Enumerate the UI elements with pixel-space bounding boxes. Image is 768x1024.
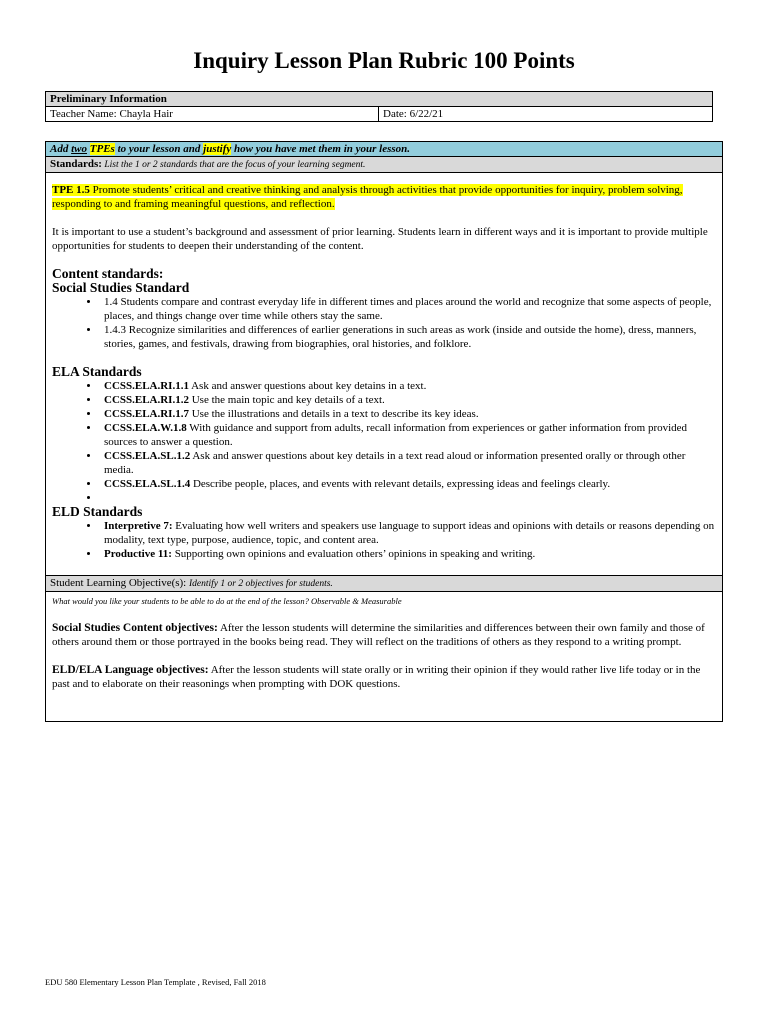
tpe-statement: TPE 1.5 Promote students’ critical and creative thinking and analysis through activities that provide opportunities for inquiry, problem solving, responding to and framing meaningful questions, and reflection. (52, 184, 683, 210)
preliminary-info-table (45, 91, 713, 122)
social-studies-heading: Social Studies Standard (52, 280, 190, 295)
ela-standard: • CCSS.ELA.SL.1.4 Describe people, places, and events with relevant details, expressing ideas and feelings clearly. (100, 477, 716, 491)
ela-standard: • CCSS.ELA.RI.1.2 Use the main topic and key details of a text. (100, 393, 716, 407)
tpe-justification: It is important to use a student’s background and assessment of prior learning. Students learn in different ways and it is important to provide multiple opportunities for students to deepen their understanding of the content. (52, 226, 708, 252)
preliminary-info-heading: Preliminary Information (46, 92, 713, 107)
eld-standard: • Interpretive 7: Evaluating how well writers and speakers use language to support ideas and opinions with details or reasons depending on modality, text type, purpose, audience, topic, and content area. (100, 519, 716, 547)
objectives-body (46, 592, 723, 722)
empty-bullet (100, 491, 716, 505)
page-title: Inquiry Lesson Plan Rubric 100 Points (193, 48, 575, 73)
content-objective: Social Studies Content objectives: After the lesson students will determine the similarities and differences between their own family and those of others around them or those portrayed in the books being read. They will reflect on the traditions of others as they respond to a writing prompt. (52, 622, 705, 648)
standards-body (46, 173, 723, 576)
tpe-instruction-banner: Add two TPEs to your lesson and justify how you have met them in your lesson. (46, 142, 723, 157)
social-studies-standard: • 1.4.3 Recognize similarities and differences of earlier generations in such areas as work (inside and outside the home), dress, manners, stories, games, and festivals, drawing from biographies, oral histories, and folklore. (100, 323, 716, 351)
lesson-date: Date: 6/22/21 (379, 107, 713, 122)
page-footer: EDU 580 Elementary Lesson Plan Template , Revised, Fall 2018 (45, 977, 266, 987)
social-studies-standard: • 1.4 Students compare and contrast everyday life in different times and places around the world and recognize that some aspects of people, places, and things change over time while others stay the same. (100, 295, 716, 323)
eld-standard: • Productive 11: Supporting own opinions and evaluation others’ opinions in speaking and writing. (100, 547, 716, 561)
ela-standard: • CCSS.ELA.W.1.8 With guidance and support from adults, recall information from experiences or gather information from provided sources to answer a question. (100, 421, 716, 449)
social-studies-list (52, 295, 716, 351)
ela-standard: • CCSS.ELA.RI.1.7 Use the illustrations and details in a text to describe its key ideas. (100, 407, 716, 421)
teacher-name: Teacher Name: Chayla Hair (46, 107, 379, 122)
ela-standards-heading: ELA Standards (52, 364, 142, 379)
eld-standards-list (52, 519, 716, 561)
content-standards-heading: Content standards: (52, 266, 164, 281)
learning-objective-header: Student Learning Objective(s): Identify 1 or 2 objectives for students. (46, 576, 723, 592)
ela-standard: • CCSS.ELA.SL.1.2 Ask and answer questions about key details in a text read aloud or information presented orally or through other media. (100, 449, 716, 477)
objective-subnote: What would you like your students to be able to do at the end of the lesson? Observable & Measurable (52, 596, 402, 606)
language-objective: ELD/ELA Language objectives: After the lesson students will state orally or in writing their opinion if they would rather live life today or in the past and to elaborate on their reasonings when prompting with DOK questions. (52, 664, 701, 690)
eld-standards-heading: ELD Standards (52, 504, 143, 519)
standards-header: Standards: List the 1 or 2 standards that are the focus of your learning segment. (46, 157, 723, 173)
ela-standards-list (52, 379, 716, 505)
ela-standard: • CCSS.ELA.RI.1.1 Ask and answer questions about key detains in a text. (100, 379, 716, 393)
standards-table (45, 141, 723, 722)
